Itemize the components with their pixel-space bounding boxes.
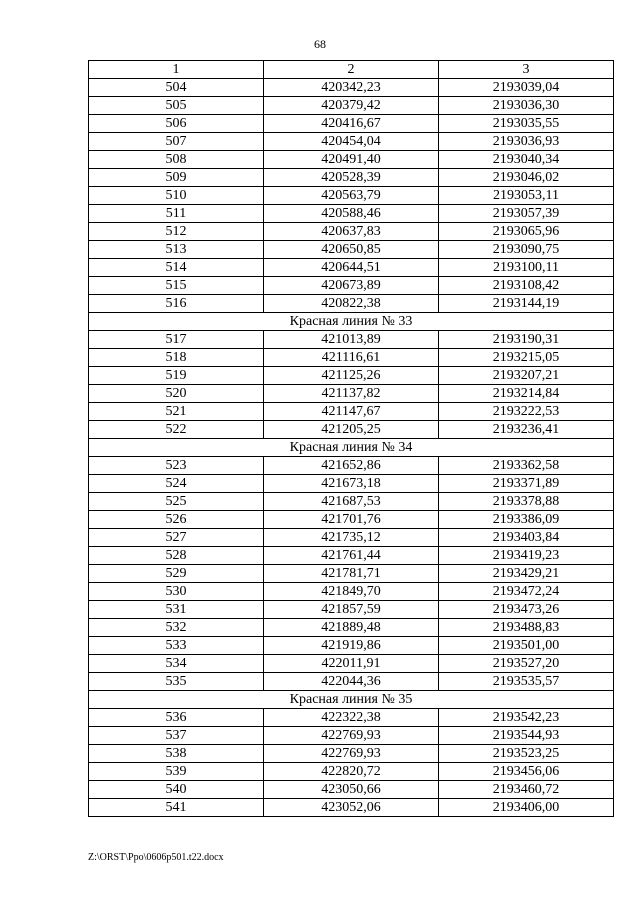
- y-coordinate-cell: 2193108,42: [439, 277, 614, 295]
- y-coordinate-cell: 2193057,39: [439, 205, 614, 223]
- table-row: [89, 115, 614, 133]
- column-header: 1: [89, 61, 264, 79]
- y-coordinate-cell: 2193046,02: [439, 169, 614, 187]
- y-coordinate-cell: 2193419,23: [439, 547, 614, 565]
- point-number-cell: 511: [89, 205, 264, 223]
- y-coordinate-cell: 2193473,26: [439, 601, 614, 619]
- table-row: [89, 637, 614, 655]
- y-coordinate-cell: 2193039,04: [439, 79, 614, 97]
- x-coordinate-cell: 420454,04: [264, 133, 439, 151]
- y-coordinate-cell: 2193236,41: [439, 421, 614, 439]
- y-coordinate-cell: 2193207,21: [439, 367, 614, 385]
- point-number-cell: 505: [89, 97, 264, 115]
- point-number-cell: 532: [89, 619, 264, 637]
- y-coordinate-cell: 2193378,88: [439, 493, 614, 511]
- table-body: [89, 79, 614, 817]
- y-coordinate-cell: 2193214,84: [439, 385, 614, 403]
- table-row: [89, 709, 614, 727]
- section-heading-row: [89, 439, 614, 457]
- page-number: 68: [314, 37, 326, 51]
- table-row: [89, 205, 614, 223]
- y-coordinate-cell: 2193036,93: [439, 133, 614, 151]
- point-number-cell: 540: [89, 781, 264, 799]
- file-path-footer: Z:\ORST\Ppo\0606p501.t22.docx: [88, 852, 224, 863]
- x-coordinate-cell: 420637,83: [264, 223, 439, 241]
- table-row: [89, 763, 614, 781]
- point-number-cell: 537: [89, 727, 264, 745]
- y-coordinate-cell: 2193065,96: [439, 223, 614, 241]
- x-coordinate-cell: 421857,59: [264, 601, 439, 619]
- point-number-cell: 533: [89, 637, 264, 655]
- y-coordinate-cell: 2193371,89: [439, 475, 614, 493]
- table-row: [89, 619, 614, 637]
- y-coordinate-cell: 2193488,83: [439, 619, 614, 637]
- point-number-cell: 509: [89, 169, 264, 187]
- x-coordinate-cell: 421147,67: [264, 403, 439, 421]
- x-coordinate-cell: 421687,53: [264, 493, 439, 511]
- table-row: [89, 331, 614, 349]
- x-coordinate-cell: 421735,12: [264, 529, 439, 547]
- point-number-cell: 525: [89, 493, 264, 511]
- x-coordinate-cell: 420650,85: [264, 241, 439, 259]
- point-number-cell: 514: [89, 259, 264, 277]
- y-coordinate-cell: 2193523,25: [439, 745, 614, 763]
- x-coordinate-cell: 420416,67: [264, 115, 439, 133]
- point-number-cell: 520: [89, 385, 264, 403]
- y-coordinate-cell: 2193403,84: [439, 529, 614, 547]
- table-row: [89, 655, 614, 673]
- section-heading: Красная линия № 34: [89, 439, 614, 457]
- x-coordinate-cell: 420673,89: [264, 277, 439, 295]
- table-row: [89, 583, 614, 601]
- table-row: [89, 97, 614, 115]
- section-heading: Красная линия № 33: [89, 313, 614, 331]
- point-number-cell: 528: [89, 547, 264, 565]
- point-number-cell: 517: [89, 331, 264, 349]
- y-coordinate-cell: 2193527,20: [439, 655, 614, 673]
- y-coordinate-cell: 2193456,06: [439, 763, 614, 781]
- point-number-cell: 515: [89, 277, 264, 295]
- y-coordinate-cell: 2193053,11: [439, 187, 614, 205]
- coordinates-table: [88, 60, 614, 817]
- x-coordinate-cell: 423050,66: [264, 781, 439, 799]
- y-coordinate-cell: 2193501,00: [439, 637, 614, 655]
- table-header-row: [89, 61, 614, 79]
- point-number-cell: 529: [89, 565, 264, 583]
- y-coordinate-cell: 2193362,58: [439, 457, 614, 475]
- point-number-cell: 539: [89, 763, 264, 781]
- table-row: [89, 277, 614, 295]
- point-number-cell: 524: [89, 475, 264, 493]
- table-row: [89, 529, 614, 547]
- y-coordinate-cell: 2193542,23: [439, 709, 614, 727]
- table-row: [89, 421, 614, 439]
- table-row: [89, 457, 614, 475]
- x-coordinate-cell: 421137,82: [264, 385, 439, 403]
- y-coordinate-cell: 2193144,19: [439, 295, 614, 313]
- x-coordinate-cell: 422820,72: [264, 763, 439, 781]
- table-row: [89, 169, 614, 187]
- column-header: 3: [439, 61, 614, 79]
- table-row: [89, 295, 614, 313]
- x-coordinate-cell: 420588,46: [264, 205, 439, 223]
- x-coordinate-cell: 421013,89: [264, 331, 439, 349]
- x-coordinate-cell: 422322,38: [264, 709, 439, 727]
- x-coordinate-cell: 421701,76: [264, 511, 439, 529]
- point-number-cell: 530: [89, 583, 264, 601]
- y-coordinate-cell: 2193222,53: [439, 403, 614, 421]
- x-coordinate-cell: 421652,86: [264, 457, 439, 475]
- table-row: [89, 259, 614, 277]
- y-coordinate-cell: 2193090,75: [439, 241, 614, 259]
- table-row: [89, 223, 614, 241]
- x-coordinate-cell: 421125,26: [264, 367, 439, 385]
- point-number-cell: 506: [89, 115, 264, 133]
- x-coordinate-cell: 422769,93: [264, 745, 439, 763]
- point-number-cell: 521: [89, 403, 264, 421]
- section-heading-row: [89, 691, 614, 709]
- point-number-cell: 510: [89, 187, 264, 205]
- x-coordinate-cell: 421889,48: [264, 619, 439, 637]
- table-row: [89, 727, 614, 745]
- point-number-cell: 538: [89, 745, 264, 763]
- x-coordinate-cell: 421849,70: [264, 583, 439, 601]
- y-coordinate-cell: 2193544,93: [439, 727, 614, 745]
- point-number-cell: 504: [89, 79, 264, 97]
- table-row: [89, 403, 614, 421]
- x-coordinate-cell: 420644,51: [264, 259, 439, 277]
- table-row: [89, 511, 614, 529]
- point-number-cell: 508: [89, 151, 264, 169]
- point-number-cell: 516: [89, 295, 264, 313]
- x-coordinate-cell: 422044,36: [264, 673, 439, 691]
- point-number-cell: 519: [89, 367, 264, 385]
- point-number-cell: 513: [89, 241, 264, 259]
- x-coordinate-cell: 422769,93: [264, 727, 439, 745]
- x-coordinate-cell: 420528,39: [264, 169, 439, 187]
- table-row: [89, 601, 614, 619]
- table-row: [89, 241, 614, 259]
- x-coordinate-cell: 420822,38: [264, 295, 439, 313]
- table-row: [89, 547, 614, 565]
- column-header: 2: [264, 61, 439, 79]
- point-number-cell: 522: [89, 421, 264, 439]
- y-coordinate-cell: 2193460,72: [439, 781, 614, 799]
- section-heading: Красная линия № 35: [89, 691, 614, 709]
- table-row: [89, 349, 614, 367]
- table-row: [89, 745, 614, 763]
- y-coordinate-cell: 2193100,11: [439, 259, 614, 277]
- y-coordinate-cell: 2193429,21: [439, 565, 614, 583]
- x-coordinate-cell: 420491,40: [264, 151, 439, 169]
- y-coordinate-cell: 2193036,30: [439, 97, 614, 115]
- x-coordinate-cell: 421673,18: [264, 475, 439, 493]
- point-number-cell: 535: [89, 673, 264, 691]
- point-number-cell: 512: [89, 223, 264, 241]
- y-coordinate-cell: 2193190,31: [439, 331, 614, 349]
- section-heading-row: [89, 313, 614, 331]
- y-coordinate-cell: 2193535,57: [439, 673, 614, 691]
- x-coordinate-cell: 420379,42: [264, 97, 439, 115]
- point-number-cell: 523: [89, 457, 264, 475]
- point-number-cell: 507: [89, 133, 264, 151]
- x-coordinate-cell: 420563,79: [264, 187, 439, 205]
- x-coordinate-cell: 421116,61: [264, 349, 439, 367]
- table-row: [89, 187, 614, 205]
- x-coordinate-cell: 421919,86: [264, 637, 439, 655]
- table-row: [89, 673, 614, 691]
- table-row: [89, 781, 614, 799]
- point-number-cell: 541: [89, 799, 264, 817]
- x-coordinate-cell: 421205,25: [264, 421, 439, 439]
- table-row: [89, 493, 614, 511]
- x-coordinate-cell: 421761,44: [264, 547, 439, 565]
- y-coordinate-cell: 2193386,09: [439, 511, 614, 529]
- point-number-cell: 534: [89, 655, 264, 673]
- y-coordinate-cell: 2193215,05: [439, 349, 614, 367]
- point-number-cell: 518: [89, 349, 264, 367]
- x-coordinate-cell: 422011,91: [264, 655, 439, 673]
- y-coordinate-cell: 2193472,24: [439, 583, 614, 601]
- table-row: [89, 133, 614, 151]
- y-coordinate-cell: 2193035,55: [439, 115, 614, 133]
- x-coordinate-cell: 421781,71: [264, 565, 439, 583]
- y-coordinate-cell: 2193406,00: [439, 799, 614, 817]
- y-coordinate-cell: 2193040,34: [439, 151, 614, 169]
- table-row: [89, 799, 614, 817]
- table-row: [89, 475, 614, 493]
- point-number-cell: 536: [89, 709, 264, 727]
- x-coordinate-cell: 423052,06: [264, 799, 439, 817]
- table-row: [89, 151, 614, 169]
- point-number-cell: 531: [89, 601, 264, 619]
- table-row: [89, 367, 614, 385]
- point-number-cell: 527: [89, 529, 264, 547]
- table-row: [89, 565, 614, 583]
- x-coordinate-cell: 420342,23: [264, 79, 439, 97]
- table-row: [89, 79, 614, 97]
- table-row: [89, 385, 614, 403]
- point-number-cell: 526: [89, 511, 264, 529]
